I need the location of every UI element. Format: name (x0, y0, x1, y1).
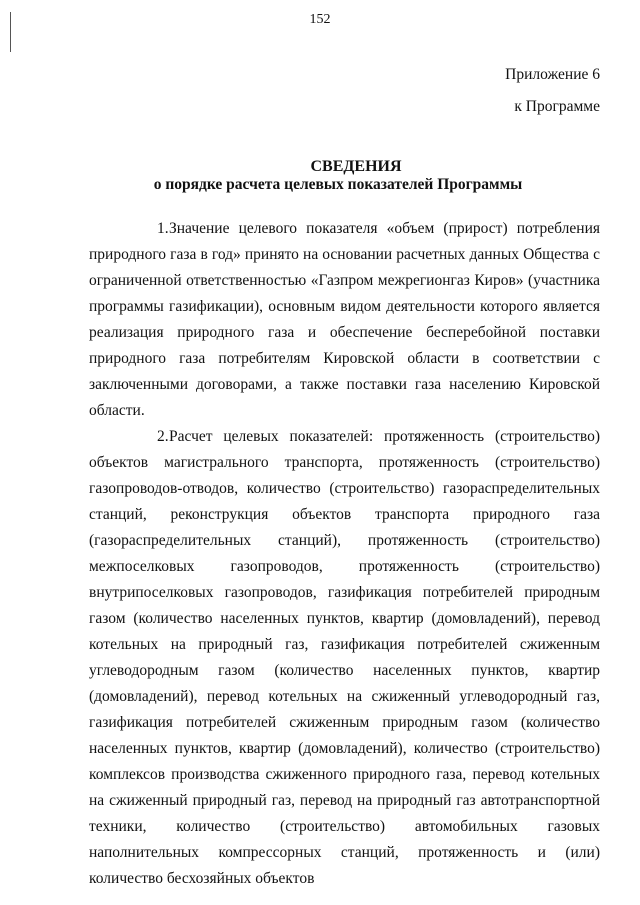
appendix-label: Приложение 6 (505, 66, 600, 83)
document-title: СВЕДЕНИЯ (310, 158, 402, 175)
document-body (89, 216, 600, 892)
appendix-program-label: к Программе (514, 98, 600, 115)
paragraph-2-number: 2. (157, 428, 169, 445)
paragraph-2 (89, 424, 600, 892)
document-subtitle: о порядке расчета целевых показателей Программы (153, 176, 523, 193)
paragraph-1 (89, 216, 600, 424)
paragraph-1-number: 1. (157, 220, 169, 237)
page-number: 152 (309, 12, 331, 27)
paragraph-2-text: Расчет целевых показателей: протяженность (строительство) объектов магистрального транспорта, протяженность (строительство) газопроводов-отводов, количество (строительство) газораспределительных станций, реконструкция объектов транспорта природного газа (газораспределительных станций), протяженность (строительство) межпоселковых газопроводов, протяженность (строительство) внутрипоселковых газопроводов, газификация потребителей природным газом (количество населенных пунктов, квартир (домовладений), перевод котельных на природный газ, газификация потребителей сжиженным углеводородным газом (количество населенных пунктов, квартир (домовладений), перевод котельных на сжиженный углеводородный газ, газификация потребителей сжиженным природным газом (количество населенных пунктов, квартир (домовладений), количество (строительство) комплексов производства сжиженного природного газа, перевод котельных на сжиженный природный газ, перевод на природный газ автотранспортной техники, количество (строительство) автомобильных газовых наполнительных компрессорных станций, протяженность и (или) количество бесхозяйных объектов (89, 428, 600, 887)
paragraph-1-text: Значение целевого показателя «объем (прирост) потребления природного газа в год» принято на основании расчетных данных Общества с ограниченной ответственностью «Газпром межрегионгаз Киров» (участника программы газификации), основным видом деятельности которого является реализация природного газа и обеспечение бесперебойной поставки природного газа потребителям Кировской области в соответствии с заключенными договорами, а также поставки газа населению Кировской области. (89, 220, 600, 419)
